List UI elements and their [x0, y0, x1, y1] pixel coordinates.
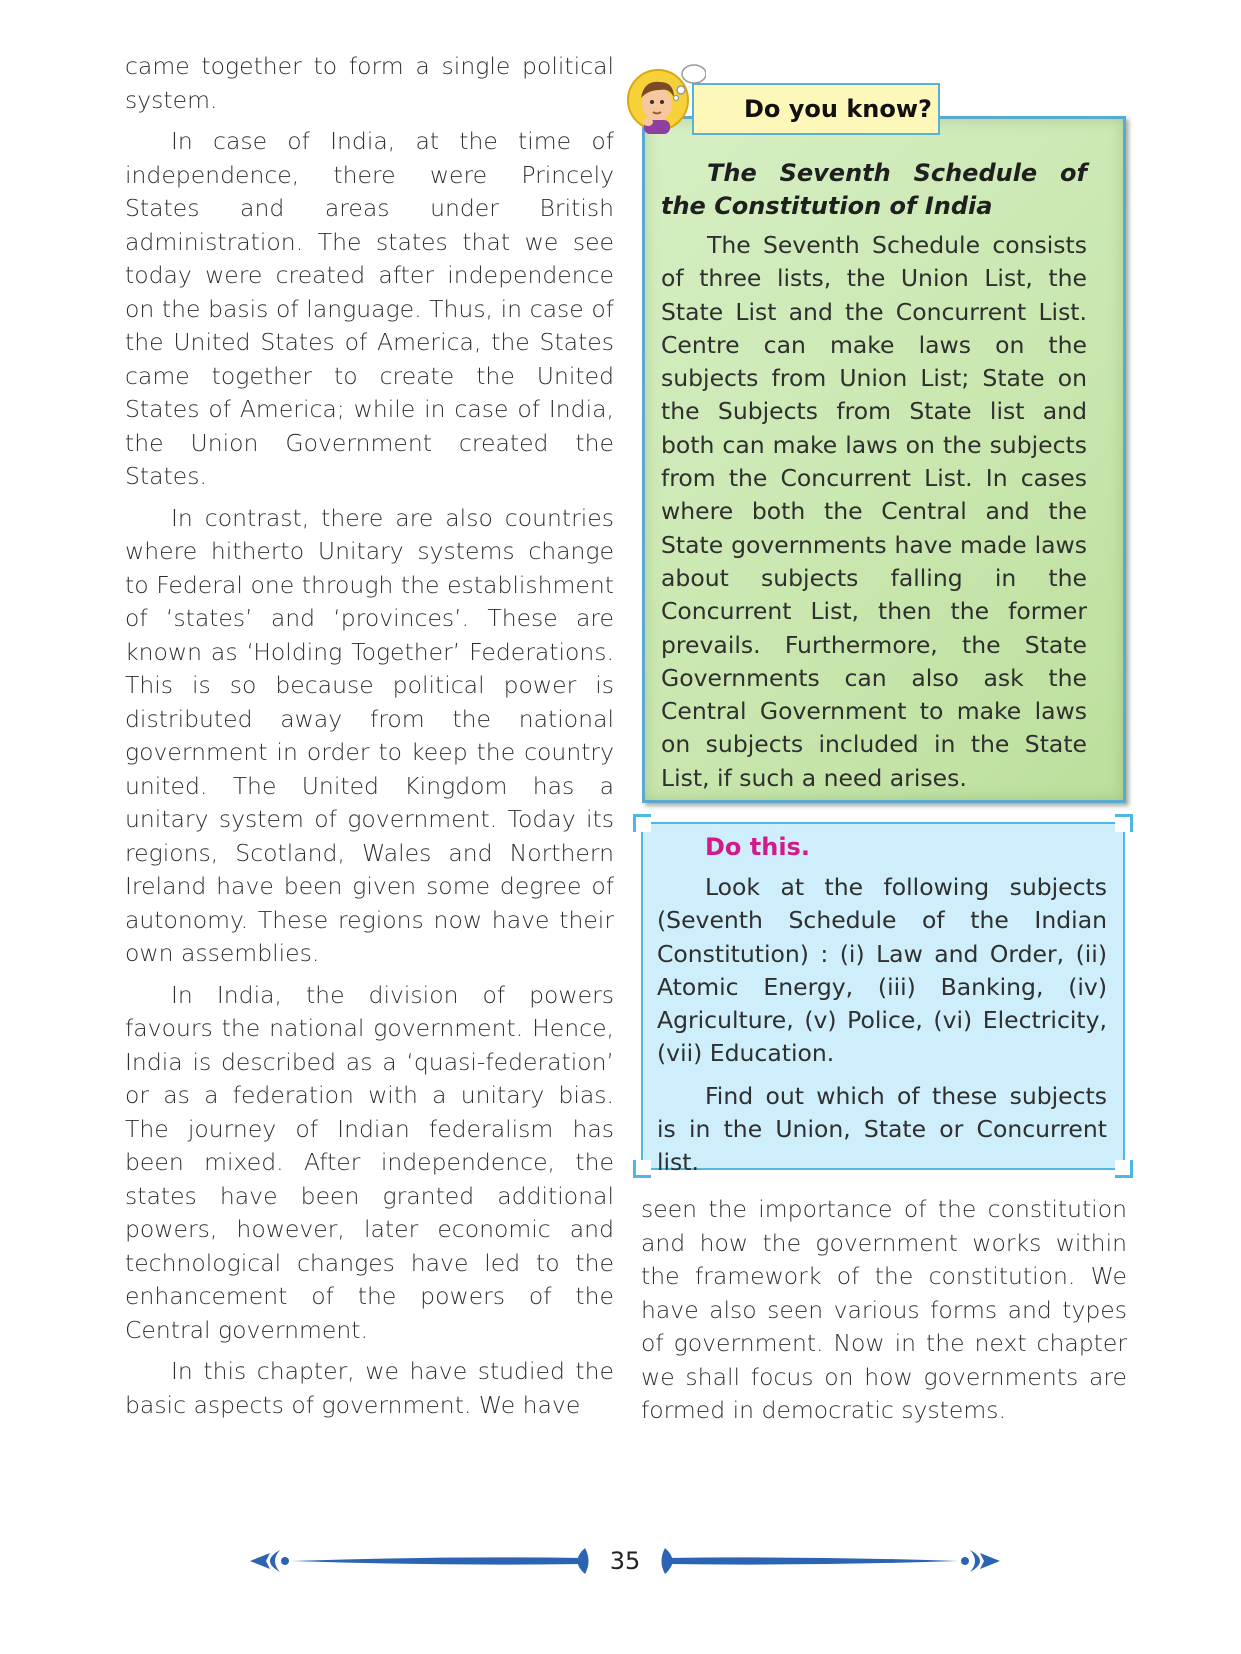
do-you-know-box — [642, 116, 1126, 803]
paragraph-quasi-federation: In India, the division of powers favours the national government. Hence, India is described as a ‘quasi-federation’ or as a federation with a unitary bias. The journey of Indian federalism has been mixed. After independence, the states have been granted additional powers, however, later economic and technological changes have led to the enhancement of the powers of the Central government. — [125, 980, 614, 1344]
paragraph-continuation: came together to form a single political system. — [125, 52, 614, 114]
paragraph-conclusion: seen the importance of the constitution and how the government works within the framework of the constitution. We have also seen various forms and types of government. Now in the next chapter we shall focus on how governments are formed in democratic systems. — [641, 1195, 1127, 1424]
do-this-box — [641, 822, 1125, 1177]
corner-ornament — [633, 1160, 651, 1178]
left-column — [125, 50, 614, 1422]
corner-ornament — [633, 814, 651, 832]
do-you-know-label: Do you know? — [692, 83, 940, 135]
right-column — [641, 1193, 1127, 1428]
thinking-boy-icon — [626, 60, 706, 140]
paragraph-holding-together: In contrast, there are also countries where hitherto Unitary systems change to Federal one through the establishment of ‘states’ and ‘provinces’. These are known as ‘Holding Together’ Federations. This is so because political power is distributed away from the national government in order to keep the country united. The United Kingdom has a unitary system of government. Today its regions, Scotland, Wales and Northern Ireland have been given some degree of autonomy. These regions now have their own assemblies. — [125, 503, 614, 967]
do-you-know-title: The Seventh Schedule of the Constitution of India — [661, 159, 1087, 220]
corner-ornament — [1115, 1160, 1133, 1178]
page-number: 35 — [609, 1547, 641, 1575]
do-you-know-text: The Seventh Schedule consists of three lists, the Union List, the State List and the Concurrent List. Centre can make laws on the subjects from Union List; State on the Subjects from State list and both can make laws on the subjects from the Concurrent List. In cases where both the Central and the State governments have made laws about subjects falling in the Concurrent List, then the former prevails. Furthermore, the State Governments can also ask the Central Government to make laws on subjects included in the State List, if such a need arises. — [661, 231, 1087, 792]
corner-ornament — [1115, 814, 1133, 832]
do-this-title: Do this. — [705, 833, 810, 861]
do-this-task: Find out which of these subjects is in the Union, State or Concurrent list. — [657, 1081, 1107, 1177]
paragraph-india-states: In case of India, at the time of independence, there were Princely States and areas under British administration. The states that we see today were created after independence on the basis of language. Thus, in case of the United States of America, the States came together to create the United States of America; while in case of India, the Union Government created the States. — [125, 127, 614, 490]
do-this-instructions: Look at the following subjects (Seventh Schedule of the Indian Constitution) : (i) Law and Order, (ii) Atomic Energy, (iii) Banking, (iv) Agriculture, (v) Police, (vi) Electricity, (vii) Education. — [657, 873, 1107, 1068]
paragraph-chapter-summary: In this chapter, we have studied the basic aspects of government. We have — [125, 1357, 614, 1419]
page-footer — [240, 1536, 1010, 1586]
